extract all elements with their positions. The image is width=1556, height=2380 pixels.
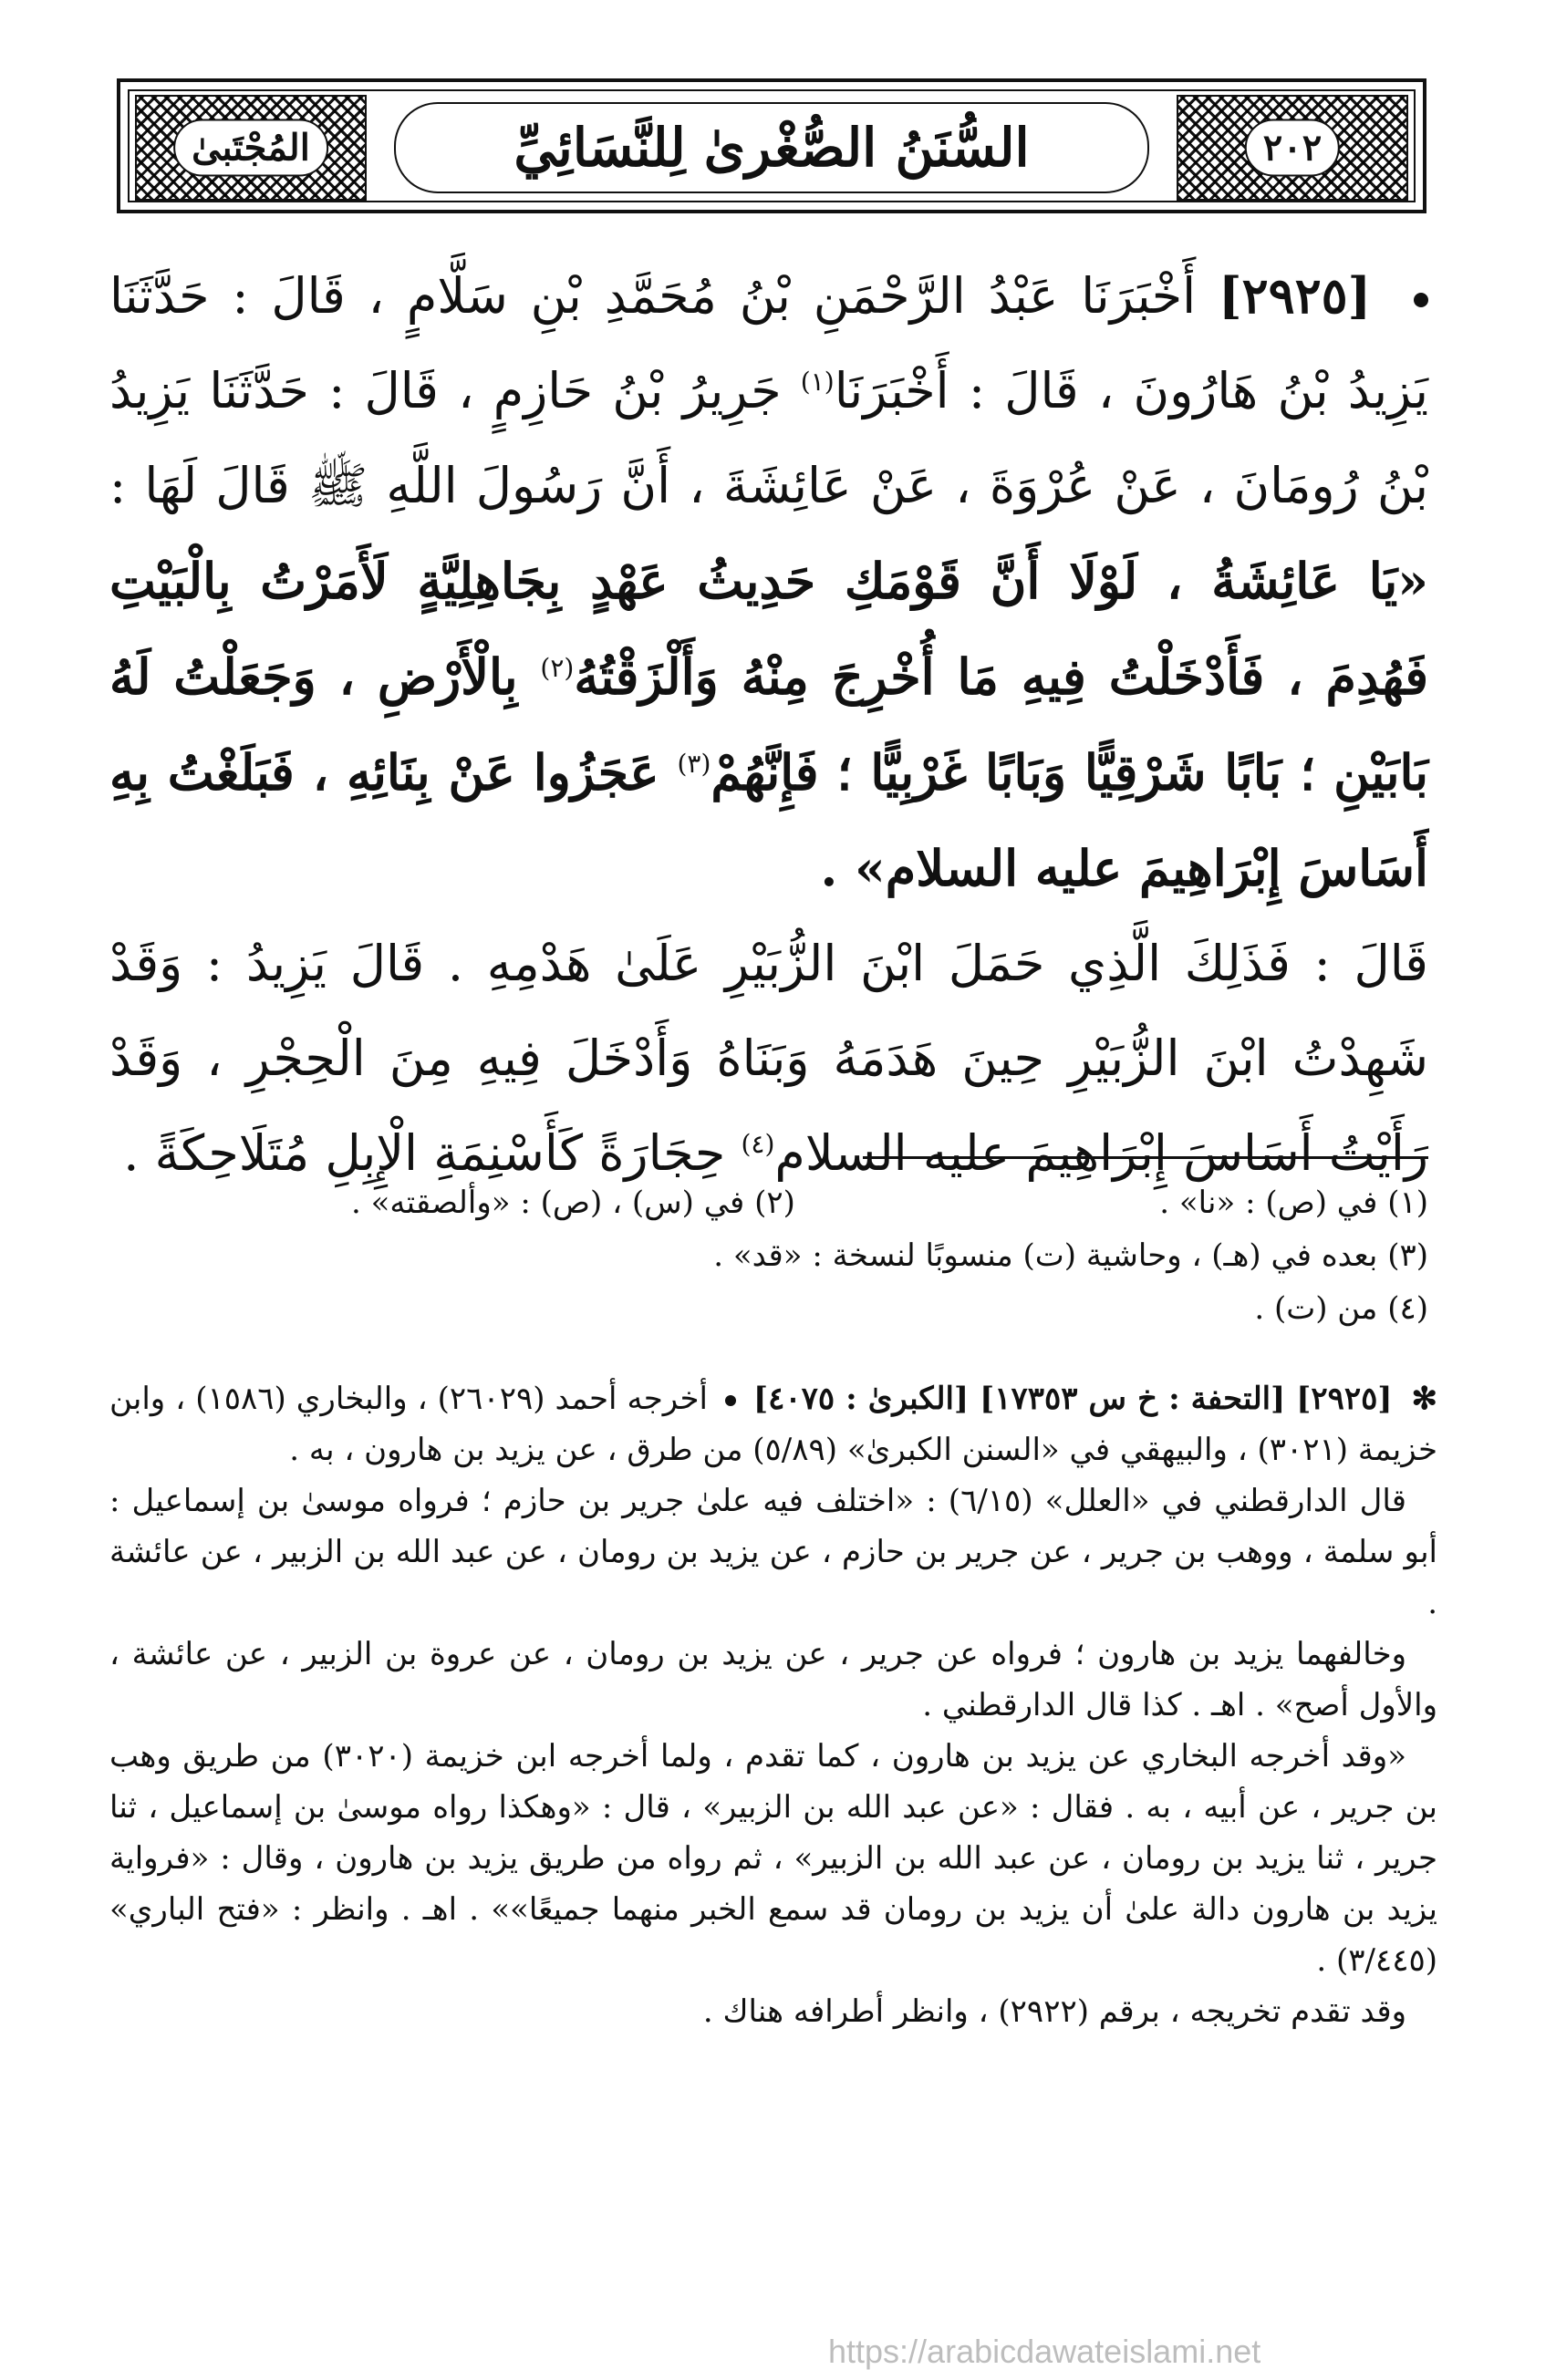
matn-text-2: بِالْأَرْضِ ، وَجَعَلْتُ لَهُ بَابَيْنِ ؛ بَابًا شَرْقِيًّا وَبَابًا غَرْبِيًّا ؛ فَإِنَّهُمْ [109,647,1428,802]
hadith-text [109,248,1428,1201]
header-ornament-left [135,95,367,201]
commentary-paragraph-5: وقد تقدم تخريجه ، برقم (٢٩٢٢) ، وانظر أطرافه هناك . [702,1993,1406,2030]
footnote-1: (١) في (ص) : «نا» . [1159,1185,1428,1221]
hadith-paragraph-1 [109,248,1428,916]
matn-text-1: «يَا عَائِشَةُ ، لَوْلَا أَنَّ قَوْمَكِ حَدِيثُ عَهْدٍ بِجَاهِلِيَّةٍ لَأَمَرْتُ بِالْبَيْتِ فَهُدِمَ ، فَأَدْخَلْتُ فِيهِ مَا أُخْرِجَ مِنْهُ وَأَلْزَقْتُهُ [109,552,1429,706]
hadith-number: [٢٩٢٥] [1219,266,1372,325]
series-badge: المُجْتَبىٰ [173,119,328,177]
isnad-text-1: أَخْبَرَنَا عَبْدُ الرَّحْمَنِ بْنُ مُحَمَّدِ بْنِ سَلَّامٍ ، قَالَ : حَدَّثَنَا يَزِيدُ بْنُ هَارُونَ ، قَالَ : أَخْبَرَنَا [109,267,1428,419]
footnotes [109,1176,1428,1335]
footnote-ref-3: (٣) [677,749,711,779]
footnote-4: (٤) من (ت) . [1254,1290,1428,1327]
matn-text-3: عَجَزُوا عَنْ بِنَائِهِ ، فَبَلَغْتُ بِهِ أَسَاسَ إِبْرَاهِيمَ عليه السلام» . [109,743,1428,897]
footnote-3: (٣) بعده في (هـ) ، وحاشية (ت) منسوبًا لنسخة : «قد» . [713,1237,1428,1274]
header-ornament-right [1177,95,1408,201]
watermark: https://arabicdawateislami.net [828,2333,1261,2370]
commentary-paragraph-4: «وقد أخرجه البخاري عن يزيد بن هارون ، كما تقدم ، ولما أخرجه ابن خزيمة (٣٠٢٠) من طريق وهب بن جرير ، عن أبيه ، به . فقال : «عن عبد الله بن الزبير» ، قال : «وهكذا رواه موسىٰ بن إسماعيل ، ثنا جرير ، ثنا يزيد بن رومان ، عن عبد الله بن الزبير» ، ثم رواه من طريق يزيد بن هارون ، وقال : «فرواية يزيد بن هارون دالة علىٰ أن يزيد بن رومان قد سمع الخبر منهما جميعًا»» . اهـ . وانظر : «فتح الباري» (٣/٤٤٥) . [109,1738,1437,1979]
commentary-paragraph-3: وخالفهما يزيد بن هارون ؛ فرواه عن جرير ، عن يزيد بن رومان ، عن عروة بن الزبير ، عن عائشة ، والأول أصح» . اهـ . كذا قال الدارقطني . [109,1636,1437,1723]
page-header [117,78,1426,213]
footnote-2: (٢) في (س) ، (ص) : «وألصقته» . [350,1185,795,1221]
narration-text-2: حِجَارَةً كَأَسْنِمَةِ الْإِبِلِ مُتَلَاحِكَةً . [123,1124,742,1182]
page-number: ٢٠٢ [1245,119,1340,177]
bullet-icon [1414,293,1428,307]
asterisk-icon: ✻ [1411,1381,1437,1417]
bullet-icon [725,1395,736,1406]
isnad-text-2: جَرِيرُ بْنُ حَازِمٍ ، قَالَ : حَدَّثَنَا يَزِيدُ بْنُ رُومَانَ ، عَنْ عُرْوَةَ ، عَنْ عَائِشَةَ ، أَنَّ رَسُولَ اللَّهِ ﷺ قَالَ لَهَا : [109,362,1428,514]
footnote-ref-4: (٤) [741,1129,775,1159]
footnote-row [109,1176,1428,1229]
commentary-head: [٢٩٢٥] [التحفة : خ س ١٧٣٥٣] [الكبرىٰ : ٤٠٧٥] [752,1381,1393,1417]
commentary-paragraph-2: قال الدارقطني في «العلل» (٦/١٥) : «اختلف فيه علىٰ جرير بن حازم ؛ فرواه موسىٰ بن إسماعيل : أبو سلمة ، ووهب بن جرير ، عن جرير بن حازم ، عن يزيد بن رومان ، عن عبد الله بن الزبير ، عن عائشة . [109,1483,1437,1621]
footnote-ref-1: (١) [800,367,835,397]
narration-text-1: قَالَ : فَذَلِكَ الَّذِي حَمَلَ ابْنَ الزُّبَيْرِ عَلَىٰ هَدْمِهِ . قَالَ يَزِيدُ : وَقَدْ شَهِدْتُ ابْنَ الزُّبَيْرِ حِينَ هَدَمَهُ وَبَنَاهُ وَأَدْخَلَ فِيهِ مِنَ الْحِجْرِ ، وَقَدْ رَأَيْتُ أَسَاسَ إِبْرَاهِيمَ عليه السلام [109,935,1428,1182]
book-title: السُّنَنُ الصُّغْرىٰ لِلنَّسَائِيِّ [394,102,1149,193]
commentary-text-1: أخرجه أحمد (٢٦٠٢٩) ، والبخاري (١٥٨٦) ، وابن خزيمة (٣٠٢١) ، والبيهقي في «السنن الكبرىٰ» (٥/٨٩) من طرق ، عن يزيد بن هارون ، به . [109,1381,1437,1468]
footnote-divider [863,1156,1428,1159]
commentary [109,1373,1437,2037]
footnote-ref-2: (٢) [540,653,575,683]
commentary-paragraph-1 [109,1373,1437,1475]
